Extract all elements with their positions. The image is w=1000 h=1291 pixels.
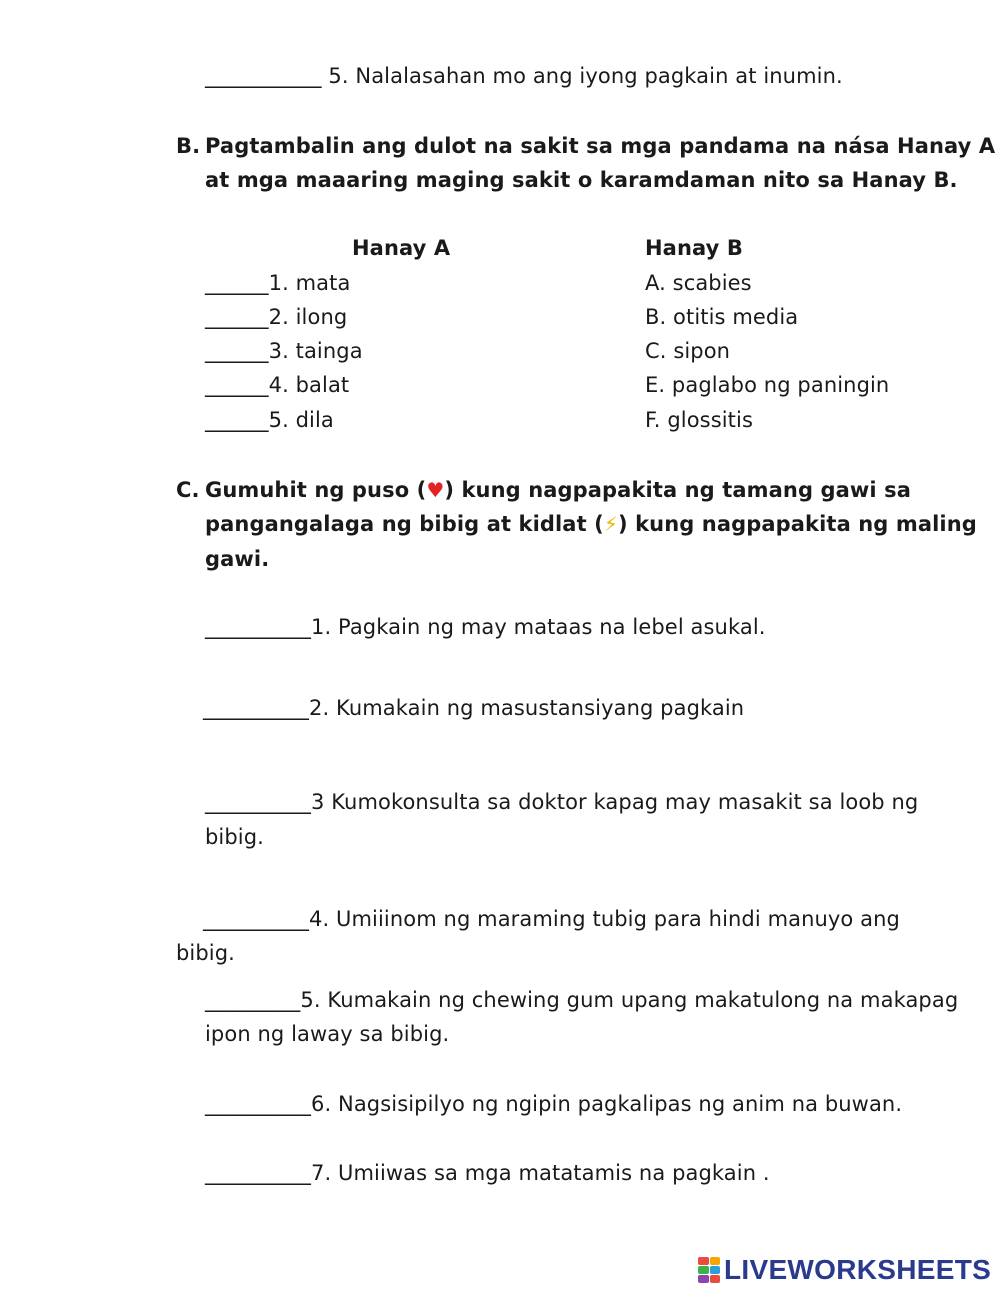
answer-blank[interactable]: ___________ bbox=[205, 64, 322, 88]
answer-blank[interactable]: ______ bbox=[205, 408, 269, 432]
hanay-a-item: ______1. mata bbox=[205, 271, 351, 295]
answer-blank[interactable]: __________ bbox=[205, 615, 311, 639]
section-b-instruction-line1: Pagtambalin ang dulot na sakit sa mga pandama na nása Hanay A bbox=[205, 134, 996, 158]
answer-blank[interactable]: __________ bbox=[203, 696, 309, 720]
hanay-b-item: F. glossitis bbox=[645, 408, 753, 432]
section-c-instruction-line2: pangangalaga ng bibig at kidlat (⚡) kung nagpapakita ng maling bbox=[205, 512, 977, 536]
section-c-item: _________5. Kumakain ng chewing gum upang makatulong na makapag bbox=[205, 988, 959, 1012]
lightning-icon: ⚡ bbox=[603, 512, 618, 536]
section-c-item: __________6. Nagsisipilyo ng ngipin pagkalipas ng anim na buwan. bbox=[205, 1092, 903, 1116]
answer-blank[interactable]: ______ bbox=[205, 271, 269, 295]
section-c-item: __________7. Umiiwas sa mga matatamis na pagkain . bbox=[205, 1161, 770, 1185]
section-c-item: __________2. Kumakain ng masustansiyang pagkain bbox=[203, 696, 745, 720]
section-c-instruction-line3: gawi. bbox=[205, 547, 270, 571]
hanay-b-item: C. sipon bbox=[645, 339, 731, 363]
section-c-item: __________3 Kumokonsulta sa doktor kapag may masakit sa loob ng bbox=[205, 790, 919, 814]
logo-blocks-icon bbox=[698, 1257, 720, 1283]
section-b-instruction-line2: at mga maaaring maging sakit o karamdaman nito sa Hanay B. bbox=[205, 168, 958, 192]
item-text: 5. Nalalasahan mo ang iyong pagkain at inumin. bbox=[328, 64, 843, 88]
answer-blank[interactable]: __________ bbox=[205, 1161, 311, 1185]
hanay-a-item: ______5. dila bbox=[205, 408, 334, 432]
answer-blank[interactable]: ______ bbox=[205, 373, 269, 397]
hanay-b-item: A. scabies bbox=[645, 271, 752, 295]
logo-text: LIVEWORKSHEETS bbox=[724, 1254, 992, 1285]
heart-icon: ♥ bbox=[426, 478, 445, 502]
hanay-a-item: ______4. balat bbox=[205, 373, 350, 397]
hanay-a-header: Hanay A bbox=[352, 236, 451, 260]
hanay-a-item: ______2. ilong bbox=[205, 305, 348, 329]
section-c-item: __________1. Pagkain ng may mataas na lebel asukal. bbox=[205, 615, 766, 639]
section-c-item-cont: bibig. bbox=[205, 825, 264, 849]
answer-blank[interactable]: ______ bbox=[205, 339, 269, 363]
hanay-b-item: B. otitis media bbox=[645, 305, 799, 329]
section-c-item-cont: ipon ng laway sa bibig. bbox=[205, 1022, 450, 1046]
top-item bbox=[205, 62, 843, 90]
liveworksheets-logo bbox=[698, 1254, 991, 1286]
answer-blank[interactable]: ______ bbox=[205, 305, 269, 329]
section-c-letter: C. bbox=[176, 478, 200, 502]
section-c-item-cont: bibig. bbox=[176, 941, 235, 965]
answer-blank[interactable]: __________ bbox=[203, 907, 309, 931]
section-c-instruction-line1: Gumuhit ng puso (♥) kung nagpapakita ng tamang gawi sa bbox=[205, 478, 911, 502]
hanay-b-item: E. paglabo ng paningin bbox=[645, 373, 890, 397]
answer-blank[interactable]: _________ bbox=[205, 988, 301, 1012]
section-c-item: __________4. Umiiinom ng maraming tubig para hindi manuyo ang bbox=[203, 907, 900, 931]
answer-blank[interactable]: __________ bbox=[205, 790, 311, 814]
hanay-b-header: Hanay B bbox=[645, 236, 743, 260]
answer-blank[interactable]: __________ bbox=[205, 1092, 311, 1116]
hanay-a-item: ______3. tainga bbox=[205, 339, 363, 363]
section-b-letter: B. bbox=[176, 134, 201, 158]
